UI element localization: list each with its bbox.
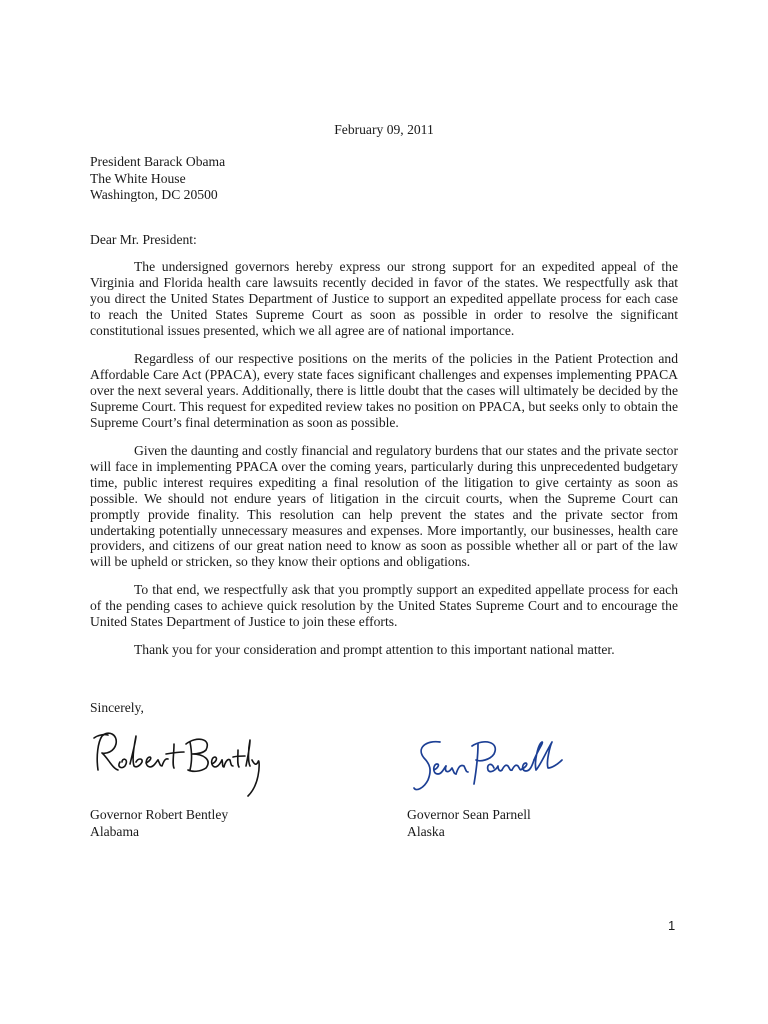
letter-date: February 09, 2011	[334, 122, 434, 137]
signatory-1	[90, 807, 228, 840]
signatory-1-state: Alabama	[90, 823, 140, 839]
body-paragraph-4: To that end, we respectfully ask that you promptly support an expedited appellate process for each of the pending cases to achieve quick resolution by the United States Supreme Court and to encourage the United States Department of Justice to join these efforts.	[90, 582, 678, 629]
body-paragraph-1: The undersigned governors hereby express our strong support for an expedited appeal of the Virginia and Florida health care lawsuits recently decided in favor of the states. We respectfully ask that you direct the United States Department of Justice to support an expedited appellate process for each case to reach the United States Supreme Court as soon as possible in order to resolve the significant constitutional issues presented, which we all agree are of national importance.	[90, 259, 678, 338]
recipient-name: President Barack Obama	[90, 154, 226, 169]
signatory-2-title: Governor Sean Parnell	[407, 807, 531, 822]
signatory-1-title: Governor Robert Bentley	[90, 807, 229, 822]
recipient-line-3: Washington, DC 20500	[90, 187, 218, 202]
recipient-address	[90, 154, 225, 204]
body-paragraph-2: Regardless of our respective positions on the merits of the policies in the Patient Protection and Affordable Care Act (PPACA), every state faces significant challenges and expenses implementing PPACA over the next several years. Additionally, there is little doubt that the cases will ultimately be decided by the Supreme Court. This request for expedited review takes no position on PPACA, but seeks only to obtain the Supreme Court’s final determination as soon as possible.	[90, 351, 678, 430]
salutation: Dear Mr. President:	[90, 232, 197, 247]
signatory-2	[407, 807, 531, 840]
body-paragraph-3: Given the daunting and costly financial and regulatory burdens that our states and the private sector will face in implementing PPACA over the coming years, particularly during this unprecedented budgetary time, public interest requires expediting a final resolution of the litigation to give certainty as soon as possible. We should not endure years of litigation in the circuit courts, when the Supreme Court can promptly provide finality. This resolution can help prevent the states and the private sector from undertaking potentially unnecessary measures and expenses. More importantly, our businesses, health care providers, and citizens of our great nation need to know as soon as possible whether all or part of the law will be upheld or stricken, so they know their options and obligations.	[90, 443, 678, 570]
signature-robert-bentley	[88, 726, 263, 801]
signatory-2-state: Alaska	[407, 823, 445, 839]
recipient-line-2: The White House	[90, 170, 186, 186]
closing: Sincerely,	[90, 700, 144, 715]
signature-sean-parnell	[410, 736, 570, 800]
page-number: 1	[668, 918, 676, 933]
body-paragraph-5: Thank you for your consideration and prompt attention to this important national matter.	[134, 642, 615, 657]
